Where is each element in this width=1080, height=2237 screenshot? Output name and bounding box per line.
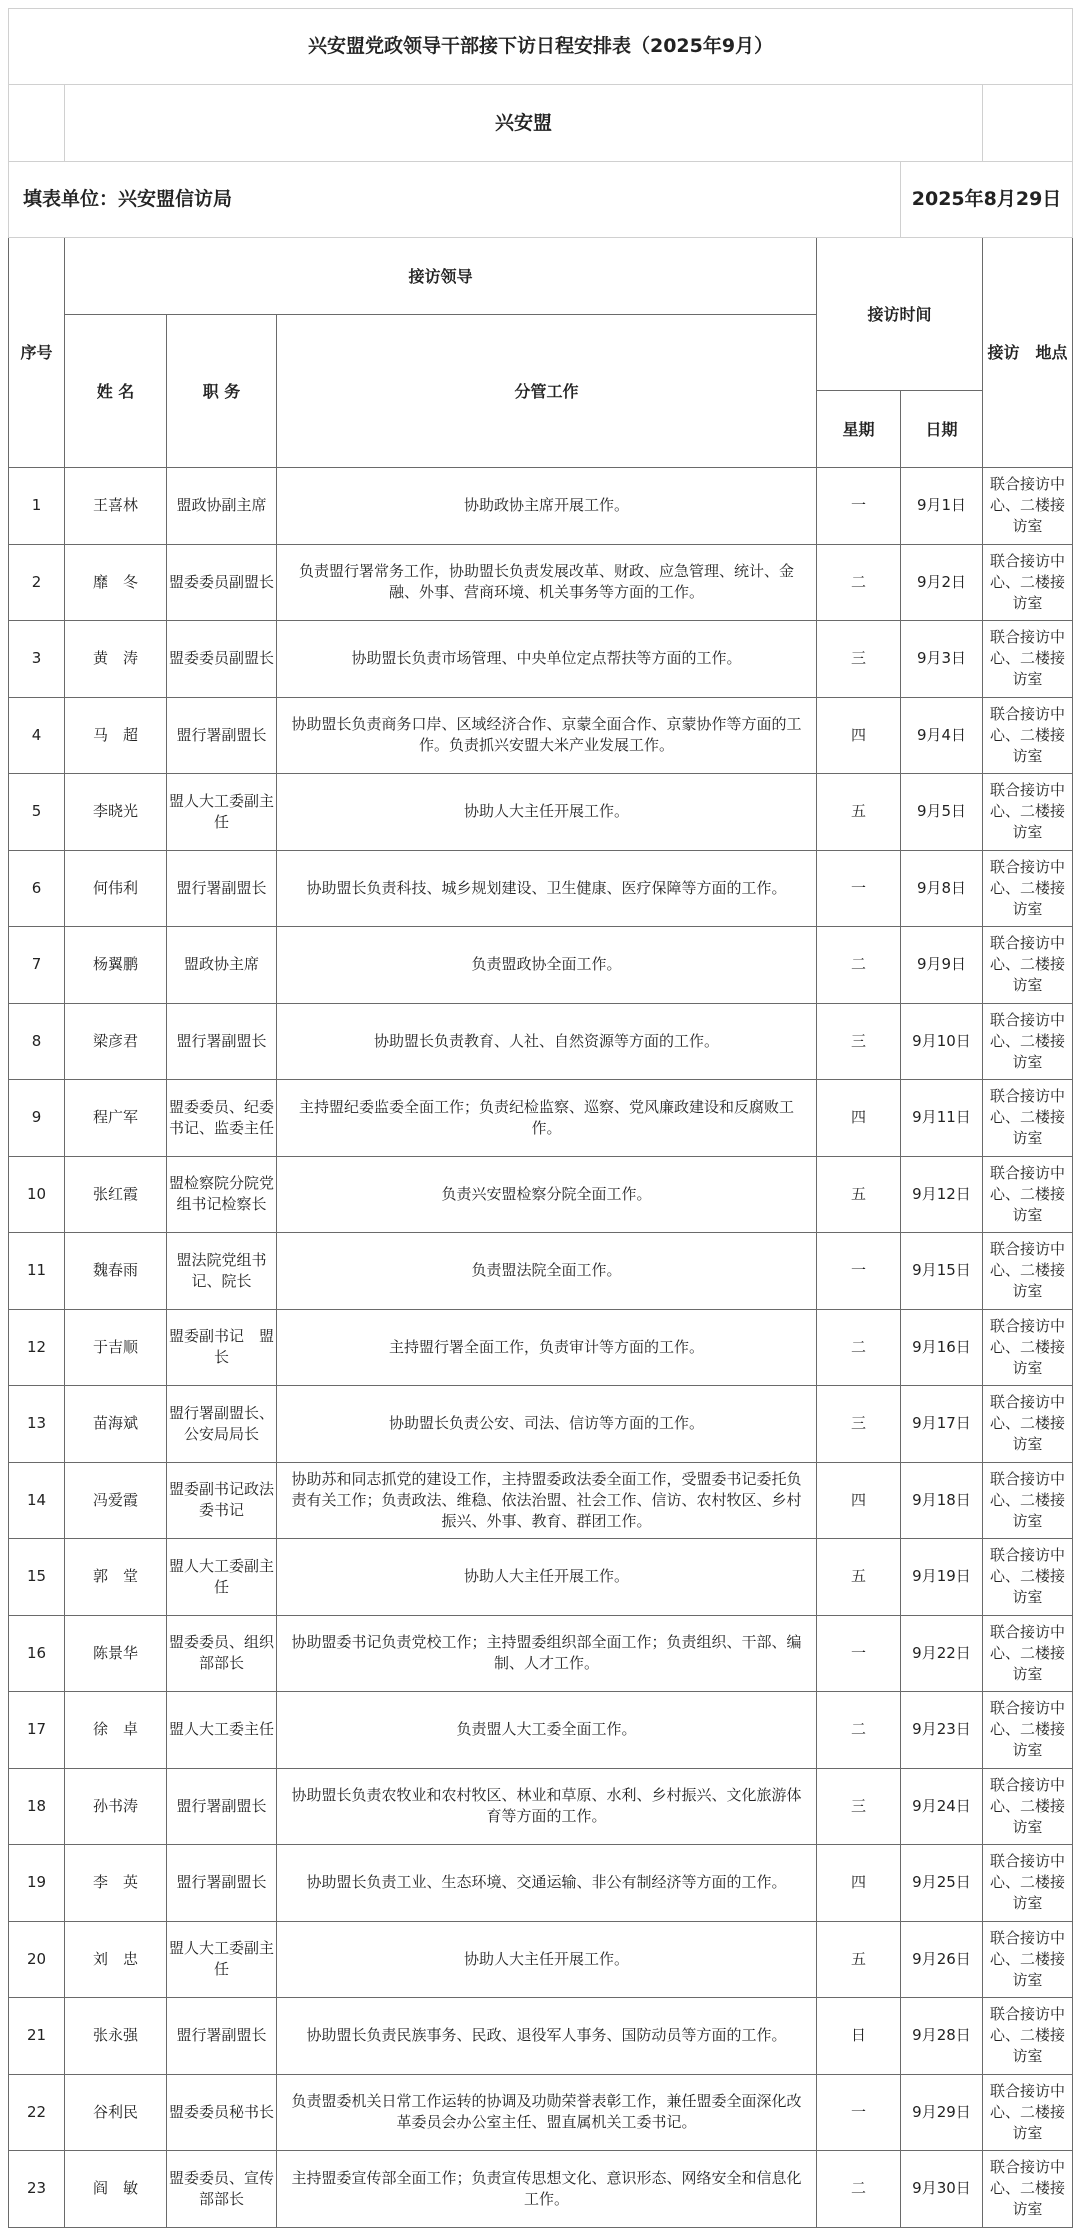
row-duty: 负责盟法院全面工作。: [277, 1233, 817, 1310]
row-date: 9月5日: [901, 774, 983, 851]
row-weekday: 日: [817, 1998, 901, 2075]
row-seq: 1: [9, 468, 65, 545]
row-name: 王喜林: [65, 468, 167, 545]
page-title: 兴安盟党政领导干部接下访日程安排表（2025年9月）: [9, 9, 1073, 85]
row-weekday: 三: [817, 1003, 901, 1080]
row-seq: 21: [9, 1998, 65, 2075]
row-seq: 6: [9, 850, 65, 927]
row-date: 9月4日: [901, 697, 983, 774]
row-date: 9月10日: [901, 1003, 983, 1080]
table-row: [9, 1233, 1073, 1310]
table-row: [9, 1615, 1073, 1692]
row-date: 9月24日: [901, 1768, 983, 1845]
table-row: [9, 2074, 1073, 2151]
row-seq: 20: [9, 1921, 65, 1998]
row-place: 联合接访中心、二楼接访室: [983, 1309, 1073, 1386]
row-seq: 2: [9, 544, 65, 621]
row-date: 9月16日: [901, 1309, 983, 1386]
table-row: [9, 927, 1073, 1004]
row-weekday: 二: [817, 1309, 901, 1386]
row-duty: 协助人大主任开展工作。: [277, 1539, 817, 1616]
row-weekday: 五: [817, 1921, 901, 1998]
row-weekday: 二: [817, 2151, 901, 2228]
row-duty: 负责盟行署常务工作，协助盟长负责发展改革、财政、应急管理、统计、金融、外事、营商环境、机关事务等方面的工作。: [277, 544, 817, 621]
row-name: 何伟利: [65, 850, 167, 927]
row-duty: 协助盟长负责教育、人社、自然资源等方面的工作。: [277, 1003, 817, 1080]
row-post: 盟行署副盟长: [167, 850, 277, 927]
row-seq: 9: [9, 1080, 65, 1157]
header-place: 接访 地点: [983, 238, 1073, 468]
row-post: 盟委副书记 盟 长: [167, 1309, 277, 1386]
row-place: 联合接访中心、二楼接访室: [983, 774, 1073, 851]
row-post: 盟行署副盟长: [167, 1768, 277, 1845]
row-place: 联合接访中心、二楼接访室: [983, 1080, 1073, 1157]
schedule-table: [8, 8, 1073, 2228]
row-post: 盟政协副主席: [167, 468, 277, 545]
row-weekday: 五: [817, 1539, 901, 1616]
row-duty: 负责盟人大工委全面工作。: [277, 1692, 817, 1769]
row-name: 陈景华: [65, 1615, 167, 1692]
row-seq: 17: [9, 1692, 65, 1769]
region-title: 兴安盟: [65, 85, 983, 162]
row-seq: 5: [9, 774, 65, 851]
row-name: 冯爱霞: [65, 1462, 167, 1539]
row-weekday: 二: [817, 544, 901, 621]
row-post: 盟委委员、宣传部部长: [167, 2151, 277, 2228]
schedule-sheet: [8, 8, 1072, 2228]
row-seq: 10: [9, 1156, 65, 1233]
row-post: 盟委委员、组织部部长: [167, 1615, 277, 1692]
row-post: 盟行署副盟长: [167, 1845, 277, 1922]
row-duty: 主持盟行署全面工作，负责审计等方面的工作。: [277, 1309, 817, 1386]
row-post: 盟人大工委副主任: [167, 1921, 277, 1998]
header-name: 姓 名: [65, 315, 167, 468]
row-place: 联合接访中心、二楼接访室: [983, 468, 1073, 545]
row-place: 联合接访中心、二楼接访室: [983, 1998, 1073, 2075]
row-name: 梁彦君: [65, 1003, 167, 1080]
row-weekday: 一: [817, 2074, 901, 2151]
row-place: 联合接访中心、二楼接访室: [983, 2074, 1073, 2151]
row-date: 9月29日: [901, 2074, 983, 2151]
table-row: [9, 468, 1073, 545]
row-place: 联合接访中心、二楼接访室: [983, 1615, 1073, 1692]
table-row: [9, 850, 1073, 927]
row-place: 联合接访中心、二楼接访室: [983, 1692, 1073, 1769]
row-name: 谷利民: [65, 2074, 167, 2151]
row-post: 盟委委员副盟长: [167, 544, 277, 621]
row-weekday: 一: [817, 1233, 901, 1310]
table-row: [9, 2151, 1073, 2228]
row-duty: 协助盟长负责市场管理、中央单位定点帮扶等方面的工作。: [277, 621, 817, 698]
row-duty: 协助盟长负责商务口岸、区域经济合作、京蒙全面合作、京蒙协作等方面的工作。负责抓兴安盟大米产业发展工作。: [277, 697, 817, 774]
row-seq: 14: [9, 1462, 65, 1539]
row-seq: 13: [9, 1386, 65, 1463]
header-duty: 分管工作: [277, 315, 817, 468]
row-duty: 负责兴安盟检察分院全面工作。: [277, 1156, 817, 1233]
row-seq: 23: [9, 2151, 65, 2228]
row-weekday: 一: [817, 850, 901, 927]
row-place: 联合接访中心、二楼接访室: [983, 1462, 1073, 1539]
row-duty: 协助盟长负责民族事务、民政、退役军人事务、国防动员等方面的工作。: [277, 1998, 817, 2075]
row-name: 李晓光: [65, 774, 167, 851]
schedule-rows: [9, 468, 1073, 2228]
row-duty: 主持盟纪委监委全面工作；负责纪检监察、巡察、党风廉政建设和反腐败工作。: [277, 1080, 817, 1157]
row-post: 盟委委员秘书长: [167, 2074, 277, 2151]
table-row: [9, 1768, 1073, 1845]
table-row: [9, 1080, 1073, 1157]
row-place: 联合接访中心、二楼接访室: [983, 1233, 1073, 1310]
row-seq: 12: [9, 1309, 65, 1386]
row-weekday: 二: [817, 927, 901, 1004]
row-weekday: 三: [817, 1386, 901, 1463]
row-post: 盟法院党组书记、院长: [167, 1233, 277, 1310]
row-seq: 8: [9, 1003, 65, 1080]
row-post: 盟委委员副盟长: [167, 621, 277, 698]
row-post: 盟检察院分院党组书记检察长: [167, 1156, 277, 1233]
row-seq: 18: [9, 1768, 65, 1845]
table-row: [9, 1309, 1073, 1386]
table-row: [9, 1539, 1073, 1616]
row-weekday: 五: [817, 774, 901, 851]
row-place: 联合接访中心、二楼接访室: [983, 927, 1073, 1004]
table-row: [9, 1692, 1073, 1769]
row-name: 靡 冬: [65, 544, 167, 621]
row-duty: 协助盟长负责工业、生态环境、交通运输、非公有制经济等方面的工作。: [277, 1845, 817, 1922]
row-post: 盟委副书记政法委书记: [167, 1462, 277, 1539]
row-weekday: 四: [817, 697, 901, 774]
row-date: 9月17日: [901, 1386, 983, 1463]
row-seq: 22: [9, 2074, 65, 2151]
row-date: 9月23日: [901, 1692, 983, 1769]
table-row: [9, 1462, 1073, 1539]
row-place: 联合接访中心、二楼接访室: [983, 544, 1073, 621]
row-date: 9月30日: [901, 2151, 983, 2228]
row-duty: 协助盟长负责科技、城乡规划建设、卫生健康、医疗保障等方面的工作。: [277, 850, 817, 927]
row-seq: 11: [9, 1233, 65, 1310]
table-row: [9, 1921, 1073, 1998]
row-duty: 主持盟委宣传部全面工作；负责宣传思想文化、意识形态、网络安全和信息化工作。: [277, 2151, 817, 2228]
table-row: [9, 1845, 1073, 1922]
row-name: 李 英: [65, 1845, 167, 1922]
row-post: 盟政协主席: [167, 927, 277, 1004]
row-duty: 协助盟长负责农牧业和农村牧区、林业和草原、水利、乡村振兴、文化旅游体育等方面的工作。: [277, 1768, 817, 1845]
row-weekday: 四: [817, 1462, 901, 1539]
row-date: 9月11日: [901, 1080, 983, 1157]
header-time: 接访时间: [817, 238, 983, 391]
table-row: [9, 1003, 1073, 1080]
row-weekday: 四: [817, 1080, 901, 1157]
row-seq: 19: [9, 1845, 65, 1922]
row-place: 联合接访中心、二楼接访室: [983, 850, 1073, 927]
table-row: [9, 621, 1073, 698]
row-name: 阎 敏: [65, 2151, 167, 2228]
fill-date: 2025年8月29日: [901, 162, 1073, 238]
row-duty: 协助人大主任开展工作。: [277, 1921, 817, 1998]
row-place: 联合接访中心、二楼接访室: [983, 1768, 1073, 1845]
row-duty: 协助政协主席开展工作。: [277, 468, 817, 545]
table-row: [9, 1156, 1073, 1233]
row-name: 刘 忠: [65, 1921, 167, 1998]
row-date: 9月22日: [901, 1615, 983, 1692]
blank-cell: [983, 85, 1073, 162]
row-place: 联合接访中心、二楼接访室: [983, 1921, 1073, 1998]
table-row: [9, 774, 1073, 851]
row-name: 于吉顺: [65, 1309, 167, 1386]
row-name: 黄 涛: [65, 621, 167, 698]
row-date: 9月8日: [901, 850, 983, 927]
row-name: 孙书涛: [65, 1768, 167, 1845]
row-post: 盟行署副盟长、公安局局长: [167, 1386, 277, 1463]
table-row: [9, 1386, 1073, 1463]
row-name: 郭 堂: [65, 1539, 167, 1616]
row-date: 9月3日: [901, 621, 983, 698]
row-duty: 负责盟政协全面工作。: [277, 927, 817, 1004]
header-seq: 序号: [9, 238, 65, 468]
row-weekday: 五: [817, 1156, 901, 1233]
row-date: 9月2日: [901, 544, 983, 621]
row-place: 联合接访中心、二楼接访室: [983, 1386, 1073, 1463]
row-name: 杨翼鹏: [65, 927, 167, 1004]
unit-label: 填表单位：兴安盟信访局: [9, 162, 901, 238]
row-weekday: 二: [817, 1692, 901, 1769]
row-post: 盟人大工委副主任: [167, 1539, 277, 1616]
row-date: 9月1日: [901, 468, 983, 545]
row-weekday: 一: [817, 468, 901, 545]
row-duty: 协助盟长负责公安、司法、信访等方面的工作。: [277, 1386, 817, 1463]
row-place: 联合接访中心、二楼接访室: [983, 621, 1073, 698]
row-seq: 16: [9, 1615, 65, 1692]
row-name: 张永强: [65, 1998, 167, 2075]
row-name: 徐 卓: [65, 1692, 167, 1769]
row-name: 苗海斌: [65, 1386, 167, 1463]
table-row: [9, 1998, 1073, 2075]
row-date: 9月15日: [901, 1233, 983, 1310]
table-row: [9, 544, 1073, 621]
row-post: 盟行署副盟长: [167, 697, 277, 774]
row-post: 盟行署副盟长: [167, 1003, 277, 1080]
row-place: 联合接访中心、二楼接访室: [983, 1539, 1073, 1616]
row-name: 程广军: [65, 1080, 167, 1157]
header-date: 日期: [901, 391, 983, 468]
header-post: 职 务: [167, 315, 277, 468]
row-place: 联合接访中心、二楼接访室: [983, 1156, 1073, 1233]
row-seq: 3: [9, 621, 65, 698]
row-place: 联合接访中心、二楼接访室: [983, 1003, 1073, 1080]
row-duty: 协助盟委书记负责党校工作；主持盟委组织部全面工作；负责组织、干部、编制、人才工作。: [277, 1615, 817, 1692]
row-name: 张红霞: [65, 1156, 167, 1233]
row-place: 联合接访中心、二楼接访室: [983, 1845, 1073, 1922]
row-duty: 负责盟委机关日常工作运转的协调及功勋荣誉表彰工作，兼任盟委全面深化改革委员会办公室主任、盟直属机关工委书记。: [277, 2074, 817, 2151]
row-name: 马 超: [65, 697, 167, 774]
row-duty: 协助人大主任开展工作。: [277, 774, 817, 851]
table-row: [9, 697, 1073, 774]
header-leader: 接访领导: [65, 238, 817, 315]
row-date: 9月19日: [901, 1539, 983, 1616]
row-date: 9月28日: [901, 1998, 983, 2075]
blank-cell: [9, 85, 65, 162]
row-date: 9月9日: [901, 927, 983, 1004]
row-post: 盟行署副盟长: [167, 1998, 277, 2075]
row-post: 盟人大工委主任: [167, 1692, 277, 1769]
row-weekday: 一: [817, 1615, 901, 1692]
row-weekday: 三: [817, 621, 901, 698]
row-seq: 7: [9, 927, 65, 1004]
header-weekday: 星期: [817, 391, 901, 468]
row-date: 9月12日: [901, 1156, 983, 1233]
row-name: 魏春雨: [65, 1233, 167, 1310]
row-weekday: 三: [817, 1768, 901, 1845]
row-post: 盟人大工委副主任: [167, 774, 277, 851]
row-place: 联合接访中心、二楼接访室: [983, 2151, 1073, 2228]
row-seq: 15: [9, 1539, 65, 1616]
row-date: 9月26日: [901, 1921, 983, 1998]
row-date: 9月25日: [901, 1845, 983, 1922]
row-place: 联合接访中心、二楼接访室: [983, 697, 1073, 774]
row-post: 盟委委员、纪委书记、监委主任: [167, 1080, 277, 1157]
row-date: 9月18日: [901, 1462, 983, 1539]
row-duty: 协助苏和同志抓党的建设工作，主持盟委政法委全面工作，受盟委书记委托负责有关工作；负责政法、维稳、依法治盟、社会工作、信访、农村牧区、乡村振兴、外事、教育、群团工作。: [277, 1462, 817, 1539]
row-seq: 4: [9, 697, 65, 774]
row-weekday: 四: [817, 1845, 901, 1922]
